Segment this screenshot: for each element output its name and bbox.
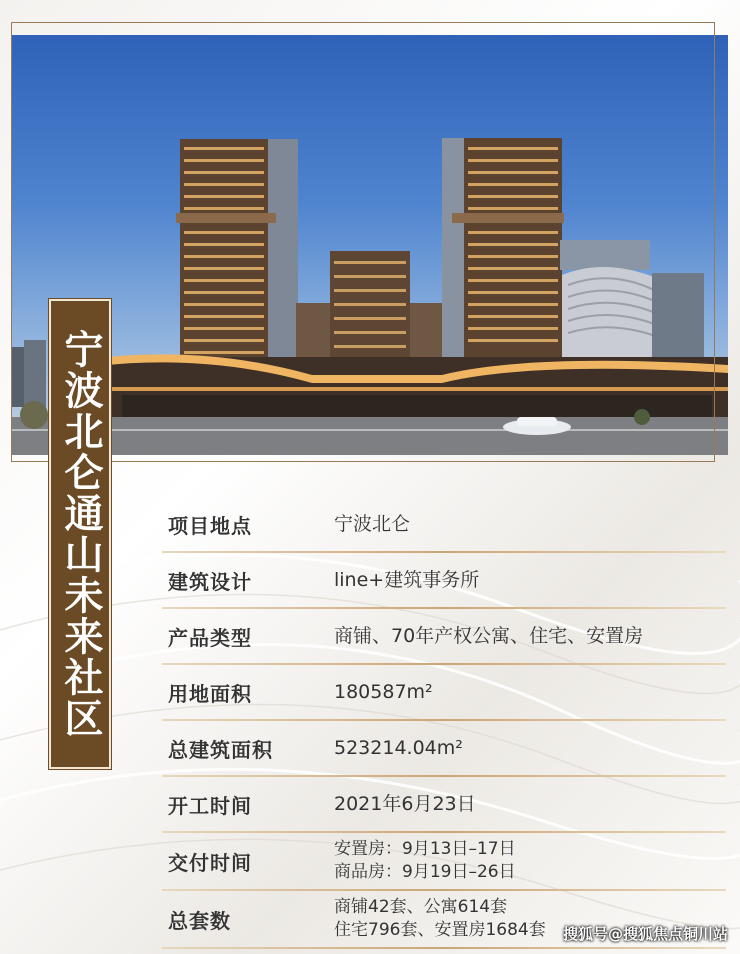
vertical-title-banner	[49, 299, 111, 769]
row-label: 开工时间	[168, 793, 252, 818]
delivery-line: 商品房：9月19日–26日	[334, 862, 516, 882]
row-value: line+建筑事务所	[334, 568, 480, 591]
row-value	[334, 838, 516, 884]
row-value: 2021年6月23日	[334, 792, 476, 815]
land-area-number: 180587	[334, 680, 407, 703]
photo-frame	[11, 22, 715, 462]
project-info-table	[162, 497, 726, 949]
floor-area-number: 523214.04	[334, 736, 437, 759]
info-row-product-type	[162, 609, 726, 665]
row-label: 产品类型	[168, 625, 252, 650]
row-value	[334, 736, 463, 761]
info-row-floor-area	[162, 721, 726, 777]
unit-count-line: 商铺42套、公寓614套	[334, 897, 508, 917]
info-row-start-date	[162, 777, 726, 833]
row-value: 宁波北仑	[334, 512, 411, 535]
row-label: 用地面积	[168, 681, 252, 706]
row-label: 总套数	[168, 908, 231, 933]
row-label: 项目地点	[168, 513, 252, 538]
row-value	[334, 680, 433, 705]
watermark: 搜狐号@搜狐焦点铜川站	[562, 925, 728, 943]
project-title: 宁波北仑通山未来社区	[58, 329, 103, 739]
info-row-location	[162, 497, 726, 553]
unit-count-line: 住宅796套、安置房1684套	[334, 920, 546, 940]
row-label: 总建筑面积	[168, 737, 273, 762]
info-row-land-area	[162, 665, 726, 721]
row-value	[334, 896, 546, 942]
row-value: 商铺、70年产权公寓、住宅、安置房	[334, 624, 644, 647]
info-row-architect	[162, 553, 726, 609]
delivery-line: 安置房：9月13日–17日	[334, 839, 516, 859]
info-row-delivery	[162, 833, 726, 891]
floor-area-unit: m²	[436, 736, 463, 759]
row-label: 交付时间	[168, 850, 252, 875]
row-label: 建筑设计	[168, 569, 252, 594]
land-area-unit: m²	[406, 680, 433, 703]
